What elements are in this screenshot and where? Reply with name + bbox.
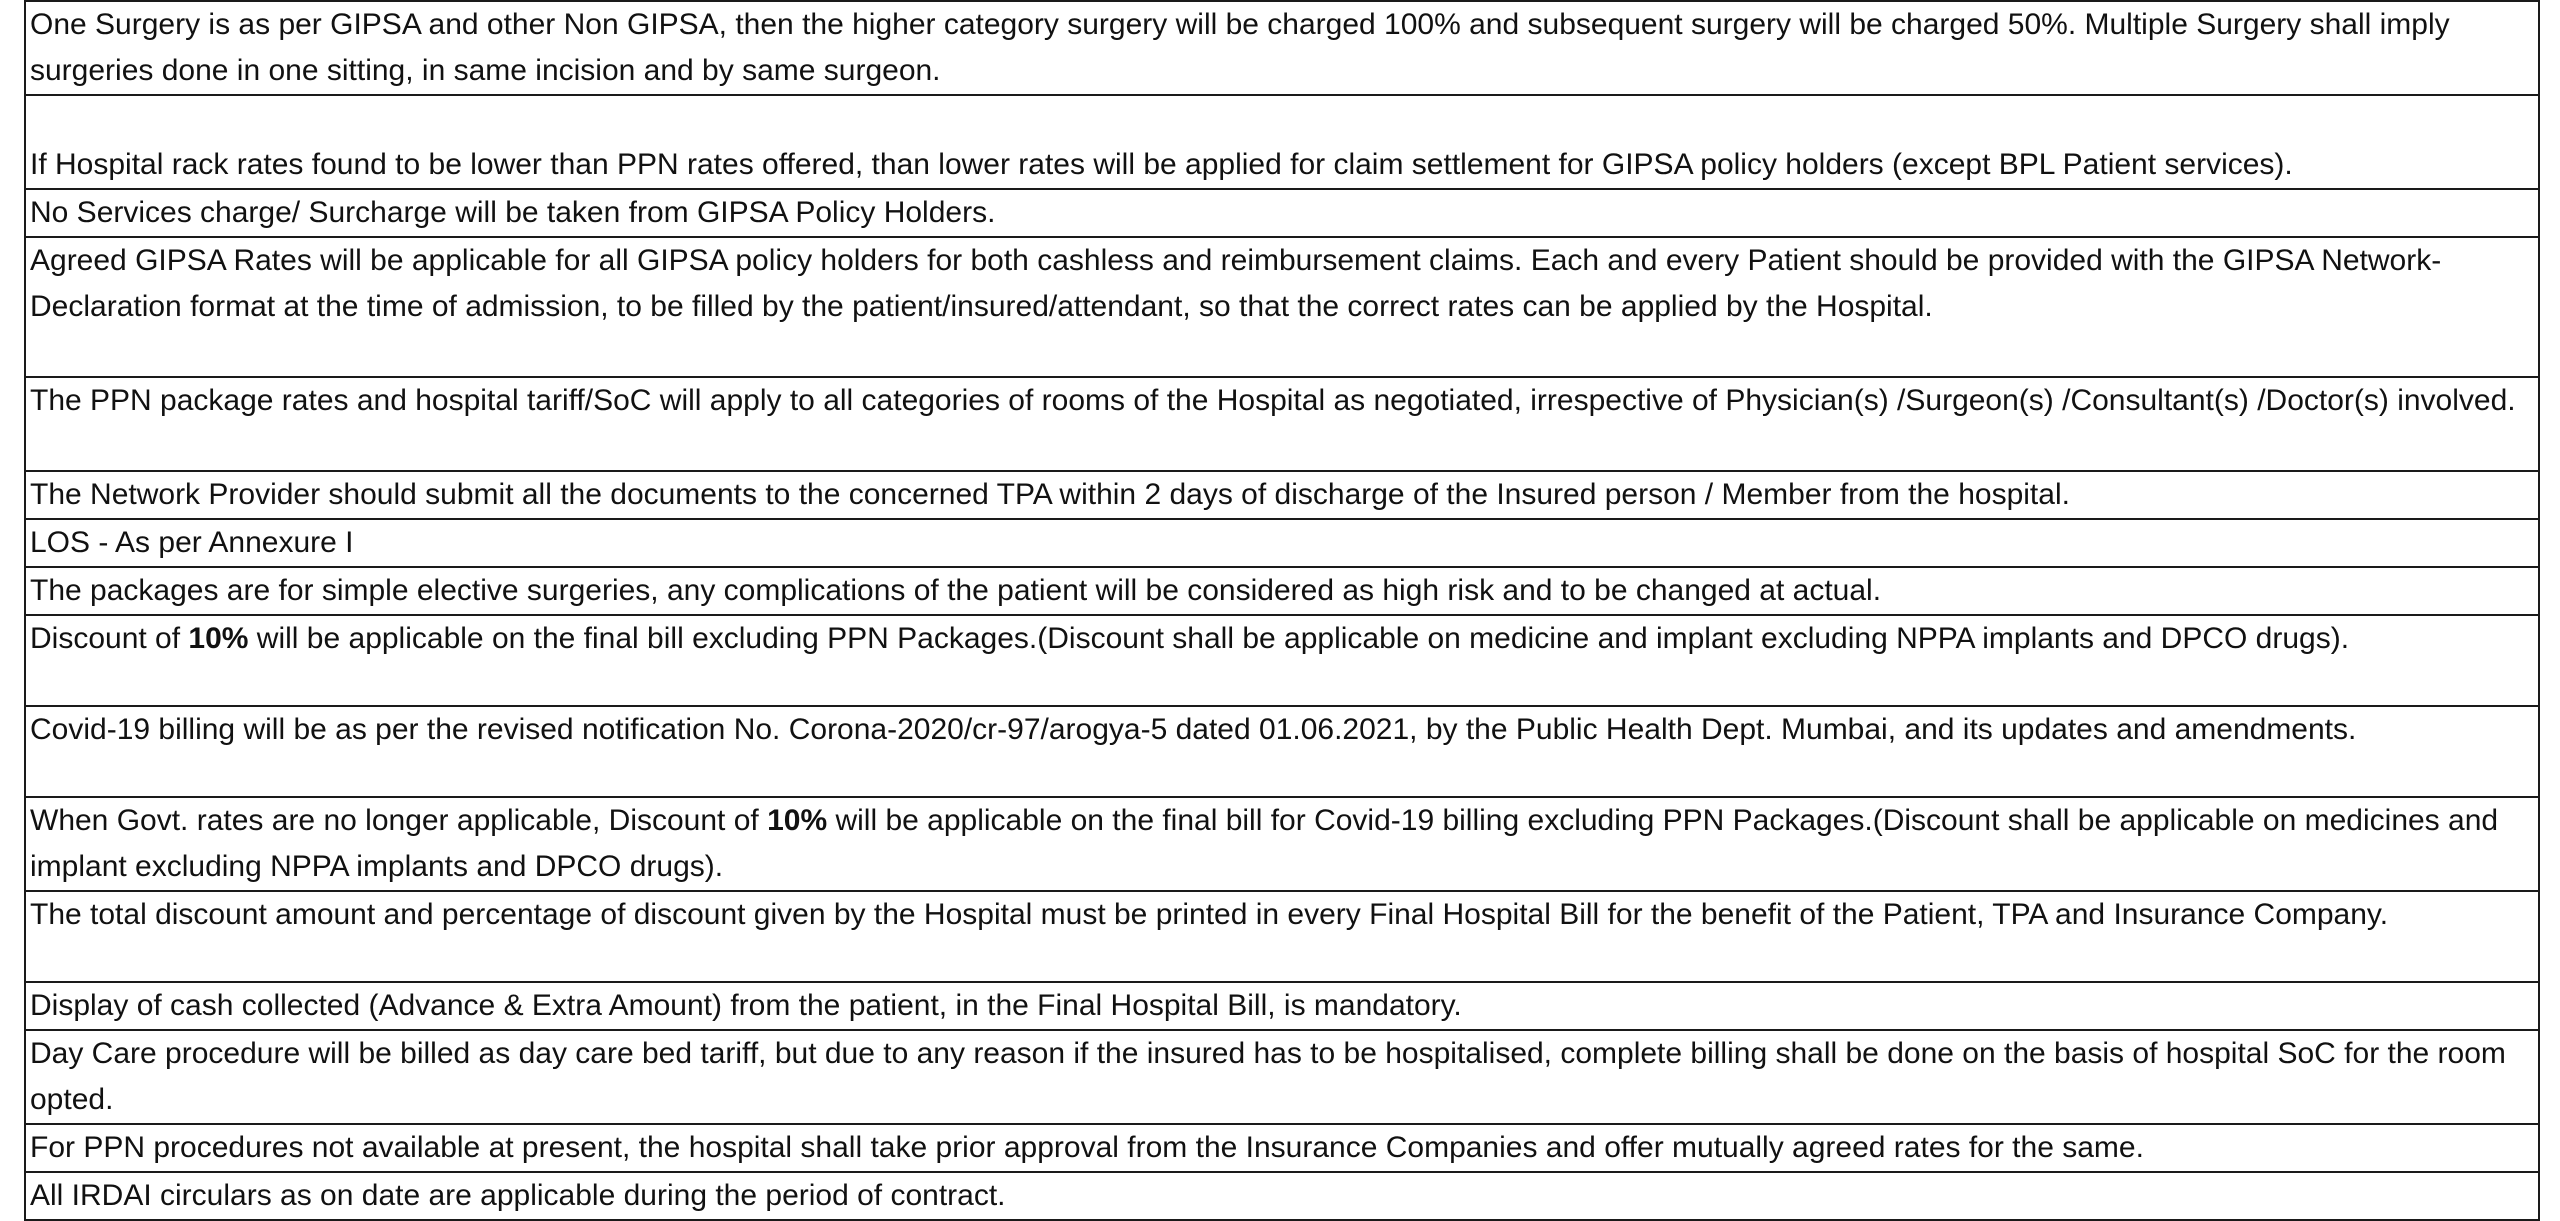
cell-text: No Services charge/ Surcharge will be taken from GIPSA Policy Holders. xyxy=(30,196,996,229)
terms-table xyxy=(24,0,2540,1221)
cell-text: LOS - As per Annexure I xyxy=(30,526,354,559)
table-row xyxy=(25,95,2539,189)
terms-cell[interactable] xyxy=(25,237,2539,377)
cell-text: Agreed GIPSA Rates will be applicable for all GIPSA policy holders for both cashless and reimbursement claims. Each and every Patient should be provided with the GIPSA Network-Declaration format at the time of admission, to be filled by the patient/insured/attendant, so that the correct rates can be applied by the Hospital. xyxy=(30,244,2442,323)
cell-text: Display of cash collected (Advance & Extra Amount) from the patient, in the Final Hospital Bill, is mandatory. xyxy=(30,989,1462,1022)
terms-cell[interactable] xyxy=(25,471,2539,519)
terms-cell[interactable] xyxy=(25,95,2539,189)
cell-text: The Network Provider should submit all the documents to the concerned TPA within 2 days of discharge of the Insured person / Member from the hospital. xyxy=(30,478,2070,511)
table-row xyxy=(25,189,2539,237)
cell-text-pre: When Govt. rates are no longer applicable, Discount of xyxy=(30,804,768,837)
terms-cell[interactable] xyxy=(25,891,2539,982)
cell-text: The packages are for simple elective surgeries, any complications of the patient will be considered as high risk and to be changed at actual. xyxy=(30,574,1882,607)
table-row xyxy=(25,1124,2539,1172)
terms-cell[interactable] xyxy=(25,1124,2539,1172)
terms-cell[interactable] xyxy=(25,377,2539,471)
cell-text-post: will be applicable on the final bill for Covid-19 billing excluding PPN Packages.(Discount shall be applicable on medicines and implant excluding NPPA implants and DPCO drugs). xyxy=(30,804,2499,883)
cell-text: One Surgery is as per GIPSA and other Non GIPSA, then the higher category surgery will be charged 100% and subsequent surgery will be charged 50%. Multiple Surgery shall imply surgeries done in one sitting, in same incision and by same surgeon. xyxy=(30,8,2450,87)
cell-text: Day Care procedure will be billed as day care bed tariff, but due to any reason if the insured has to be hospitalised, complete billing shall be done on the basis of hospital SoC for the room opted. xyxy=(30,1037,2506,1116)
terms-cell[interactable] xyxy=(25,797,2539,891)
discount-percent: 10% xyxy=(188,622,249,655)
terms-cell[interactable] xyxy=(25,982,2539,1030)
cell-text: If Hospital rack rates found to be lower than PPN rates offered, than lower rates will be applied for claim settlement for GIPSA policy holders (except BPL Patient services). xyxy=(30,148,2293,181)
terms-cell[interactable] xyxy=(25,1,2539,95)
terms-cell[interactable] xyxy=(25,567,2539,615)
terms-cell[interactable] xyxy=(25,189,2539,237)
table-row xyxy=(25,706,2539,797)
terms-cell[interactable] xyxy=(25,706,2539,797)
table-row xyxy=(25,237,2539,377)
cell-text-pre: Discount of xyxy=(30,622,189,655)
discount-percent: 10% xyxy=(767,804,828,837)
terms-cell[interactable] xyxy=(25,1030,2539,1124)
cell-text: For PPN procedures not available at present, the hospital shall take prior approval from the Insurance Companies and offer mutually agreed rates for the same. xyxy=(30,1131,2144,1164)
cell-text: The PPN package rates and hospital tariff/SoC will apply to all categories of rooms of the Hospital as negotiated, irrespective of Physician(s) /Surgeon(s) /Consultant(s) /Doctor(s) involved. xyxy=(30,384,2516,417)
table-row xyxy=(25,615,2539,706)
cell-text: Covid-19 billing will be as per the revised notification No. Corona-2020/cr-97/arogya-5 dated 01.06.2021, by the Public Health Dept. Mumbai, and its updates and amendments. xyxy=(30,713,2357,746)
table-row xyxy=(25,1030,2539,1124)
table-row xyxy=(25,567,2539,615)
terms-cell[interactable] xyxy=(25,615,2539,706)
cell-text: All IRDAI circulars as on date are applicable during the period of contract. xyxy=(30,1179,1006,1212)
table-row xyxy=(25,797,2539,891)
table-row xyxy=(25,982,2539,1030)
cell-text: The total discount amount and percentage of discount given by the Hospital must be printed in every Final Hospital Bill for the benefit of the Patient, TPA and Insurance Company. xyxy=(30,898,2389,931)
table-row xyxy=(25,519,2539,567)
table-row xyxy=(25,471,2539,519)
table-row xyxy=(25,1172,2539,1220)
terms-cell[interactable] xyxy=(25,1172,2539,1220)
table-row xyxy=(25,377,2539,471)
cell-text-post: will be applicable on the final bill excluding PPN Packages.(Discount shall be applicable on medicine and implant excluding NPPA implants and DPCO drugs). xyxy=(248,622,2350,655)
terms-cell[interactable] xyxy=(25,519,2539,567)
table-row xyxy=(25,891,2539,982)
table-row xyxy=(25,1,2539,95)
